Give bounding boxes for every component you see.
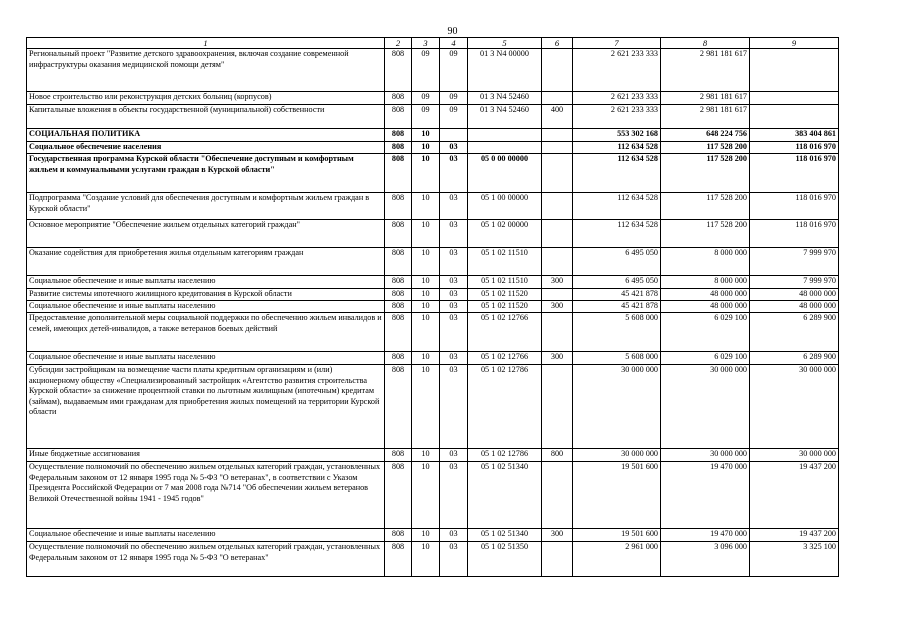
row-name-cell: Региональный проект "Развитие детского здравоохранения, включая создание современной инфраструктуры оказания медицинской помощи детям" bbox=[27, 49, 385, 92]
amount-col9-cell: 3 325 100 bbox=[750, 542, 839, 577]
vr-cell bbox=[542, 462, 573, 529]
pr-cell: 03 bbox=[440, 462, 468, 529]
pr-cell: 03 bbox=[440, 542, 468, 577]
csr-cell: 05 1 02 11510 bbox=[468, 248, 542, 276]
vr-cell: 300 bbox=[542, 301, 573, 313]
amount-col7-cell: 6 495 050 bbox=[573, 276, 661, 289]
amount-col9-cell: 30 000 000 bbox=[750, 449, 839, 462]
rz-cell: 10 bbox=[412, 529, 440, 542]
row-name-cell: Развитие системы ипотечного жилищного кредитования в Курской области bbox=[27, 289, 385, 301]
rz-cell: 09 bbox=[412, 92, 440, 105]
amount-col7-cell: 112 634 528 bbox=[573, 142, 661, 154]
table-row bbox=[27, 352, 839, 365]
row-name-cell: Социальное обеспечение и иные выплаты населению bbox=[27, 301, 385, 313]
gr-cell: 808 bbox=[385, 301, 412, 313]
table-row bbox=[27, 49, 839, 92]
table-row bbox=[27, 542, 839, 577]
vr-cell bbox=[542, 313, 573, 352]
row-name-cell: Подпрограмма "Создание условий для обеспечения доступным и комфортным жильем граждан в Курской области" bbox=[27, 193, 385, 220]
gr-cell: 808 bbox=[385, 92, 412, 105]
amount-col9-cell: 118 016 970 bbox=[750, 154, 839, 193]
row-name-cell: СОЦИАЛЬНАЯ ПОЛИТИКА bbox=[27, 129, 385, 142]
vr-cell bbox=[542, 193, 573, 220]
gr-cell: 808 bbox=[385, 49, 412, 92]
amount-col8-cell: 2 981 181 617 bbox=[661, 49, 750, 92]
column-header: 5 bbox=[468, 38, 542, 49]
gr-cell: 808 bbox=[385, 105, 412, 129]
amount-col8-cell: 19 470 000 bbox=[661, 462, 750, 529]
vr-cell bbox=[542, 289, 573, 301]
row-name-cell: Новое строительство или реконструкция детских больниц (корпусов) bbox=[27, 92, 385, 105]
csr-cell bbox=[468, 129, 542, 142]
gr-cell: 808 bbox=[385, 352, 412, 365]
amount-col8-cell: 48 000 000 bbox=[661, 289, 750, 301]
amount-col9-cell: 118 016 970 bbox=[750, 193, 839, 220]
rz-cell: 10 bbox=[412, 142, 440, 154]
pr-cell: 03 bbox=[440, 276, 468, 289]
vr-cell bbox=[542, 365, 573, 449]
rz-cell: 10 bbox=[412, 154, 440, 193]
budget-table bbox=[26, 37, 839, 577]
pr-cell: 03 bbox=[440, 193, 468, 220]
rz-cell: 10 bbox=[412, 220, 440, 248]
page-number: 90 bbox=[447, 26, 458, 37]
table-row bbox=[27, 193, 839, 220]
pr-cell: 03 bbox=[440, 301, 468, 313]
table-row bbox=[27, 92, 839, 105]
amount-col9-cell: 383 404 861 bbox=[750, 129, 839, 142]
rz-cell: 10 bbox=[412, 289, 440, 301]
amount-col8-cell: 6 029 100 bbox=[661, 352, 750, 365]
vr-cell bbox=[542, 542, 573, 577]
table-row bbox=[27, 129, 839, 142]
column-header: 7 bbox=[573, 38, 661, 49]
csr-cell: 05 1 02 11510 bbox=[468, 276, 542, 289]
vr-cell: 800 bbox=[542, 449, 573, 462]
column-header: 4 bbox=[440, 38, 468, 49]
amount-col7-cell: 2 621 233 333 bbox=[573, 105, 661, 129]
pr-cell: 09 bbox=[440, 49, 468, 92]
amount-col8-cell: 117 528 200 bbox=[661, 220, 750, 248]
column-header: 3 bbox=[412, 38, 440, 49]
amount-col9-cell: 48 000 000 bbox=[750, 289, 839, 301]
pr-cell: 09 bbox=[440, 92, 468, 105]
vr-cell: 400 bbox=[542, 105, 573, 129]
pr-cell: 03 bbox=[440, 220, 468, 248]
csr-cell: 05 1 02 12786 bbox=[468, 365, 542, 449]
amount-col8-cell: 30 000 000 bbox=[661, 449, 750, 462]
amount-col8-cell: 117 528 200 bbox=[661, 142, 750, 154]
table-row bbox=[27, 313, 839, 352]
rz-cell: 10 bbox=[412, 276, 440, 289]
amount-col8-cell: 30 000 000 bbox=[661, 365, 750, 449]
csr-cell bbox=[468, 142, 542, 154]
csr-cell: 05 1 00 00000 bbox=[468, 193, 542, 220]
pr-cell: 03 bbox=[440, 365, 468, 449]
column-header: 1 bbox=[27, 38, 385, 49]
amount-col8-cell: 117 528 200 bbox=[661, 154, 750, 193]
csr-cell: 01 3 N4 52460 bbox=[468, 105, 542, 129]
amount-col9-cell bbox=[750, 49, 839, 92]
amount-col7-cell: 2 961 000 bbox=[573, 542, 661, 577]
gr-cell: 808 bbox=[385, 462, 412, 529]
rz-cell: 10 bbox=[412, 129, 440, 142]
row-name-cell: Предоставление дополнительной меры социальной поддержки по обеспечению жильем инвалидов и семей, имеющих детей-инвалидов, а также ветеранов боевых действий bbox=[27, 313, 385, 352]
row-name-cell: Осуществление полномочий по обеспечению жильем отдельных категорий граждан, установленных Федеральным законом от 12 января 1995 года № 5-ФЗ "О ветеранах" bbox=[27, 542, 385, 577]
table-row bbox=[27, 276, 839, 289]
pr-cell: 03 bbox=[440, 449, 468, 462]
amount-col7-cell: 553 302 168 bbox=[573, 129, 661, 142]
amount-col8-cell: 8 000 000 bbox=[661, 276, 750, 289]
rz-cell: 10 bbox=[412, 449, 440, 462]
amount-col8-cell: 48 000 000 bbox=[661, 301, 750, 313]
row-name-cell: Социальное обеспечение населения bbox=[27, 142, 385, 154]
vr-cell: 300 bbox=[542, 529, 573, 542]
table-row bbox=[27, 301, 839, 313]
amount-col7-cell: 19 501 600 bbox=[573, 462, 661, 529]
table-row bbox=[27, 248, 839, 276]
amount-col7-cell: 45 421 878 bbox=[573, 301, 661, 313]
gr-cell: 808 bbox=[385, 529, 412, 542]
csr-cell: 05 1 02 12766 bbox=[468, 352, 542, 365]
amount-col8-cell: 3 096 000 bbox=[661, 542, 750, 577]
rz-cell: 10 bbox=[412, 542, 440, 577]
gr-cell: 808 bbox=[385, 220, 412, 248]
row-name-cell: Оказание содействия для приобретения жилья отдельным категориям граждан bbox=[27, 248, 385, 276]
amount-col7-cell: 19 501 600 bbox=[573, 529, 661, 542]
row-name-cell: Капитальные вложения в объекты государственной (муниципальной) собственности bbox=[27, 105, 385, 129]
amount-col7-cell: 2 621 233 333 bbox=[573, 49, 661, 92]
amount-col8-cell: 648 224 756 bbox=[661, 129, 750, 142]
amount-col7-cell: 45 421 878 bbox=[573, 289, 661, 301]
gr-cell: 808 bbox=[385, 276, 412, 289]
amount-col9-cell bbox=[750, 105, 839, 129]
vr-cell bbox=[542, 129, 573, 142]
table-row bbox=[27, 154, 839, 193]
gr-cell: 808 bbox=[385, 365, 412, 449]
row-name-cell: Государственная программа Курской области "Обеспечение доступным и комфортным жильем и коммунальными услугами граждан в Курской области" bbox=[27, 154, 385, 193]
rz-cell: 09 bbox=[412, 49, 440, 92]
table-row bbox=[27, 462, 839, 529]
amount-col8-cell: 6 029 100 bbox=[661, 313, 750, 352]
row-name-cell: Субсидии застройщикам на возмещение части платы кредитным организациям и (или) акционерному обществу «Специализированный застройщик «Агентство развития строительства Курской области» за снижение процентной ставки по льготным жилищным (ипотечным) кредитам (займам), выдаваемым ими гражданам для приобретения жилых помещений на территории Курской области bbox=[27, 365, 385, 449]
gr-cell: 808 bbox=[385, 289, 412, 301]
row-name-cell: Осуществление полномочий по обеспечению жильем отдельных категорий граждан, установленных Федеральным законом от 12 января 1995 года № 5-ФЗ "О ветеранах", в соответствии с Указом Президента Российской Федерации от 7 мая 2008 года №714 "Об обеспечении жильем ветеранов Великой Отечественной войны 1941 - 1945 годов" bbox=[27, 462, 385, 529]
amount-col7-cell: 6 495 050 bbox=[573, 248, 661, 276]
vr-cell bbox=[542, 248, 573, 276]
gr-cell: 808 bbox=[385, 129, 412, 142]
csr-cell: 01 3 N4 00000 bbox=[468, 49, 542, 92]
table-row bbox=[27, 449, 839, 462]
amount-col8-cell: 2 981 181 617 bbox=[661, 92, 750, 105]
amount-col9-cell: 7 999 970 bbox=[750, 248, 839, 276]
gr-cell: 808 bbox=[385, 542, 412, 577]
pr-cell bbox=[440, 129, 468, 142]
amount-col9-cell: 118 016 970 bbox=[750, 142, 839, 154]
column-header: 8 bbox=[661, 38, 750, 49]
pr-cell: 03 bbox=[440, 248, 468, 276]
column-header: 9 bbox=[750, 38, 839, 49]
rz-cell: 10 bbox=[412, 313, 440, 352]
amount-col8-cell: 117 528 200 bbox=[661, 193, 750, 220]
csr-cell: 05 1 02 00000 bbox=[468, 220, 542, 248]
table-row bbox=[27, 142, 839, 154]
row-name-cell: Основное мероприятие "Обеспечение жильем отдельных категорий граждан" bbox=[27, 220, 385, 248]
rz-cell: 10 bbox=[412, 462, 440, 529]
row-name-cell: Иные бюджетные ассигнования bbox=[27, 449, 385, 462]
amount-col9-cell: 48 000 000 bbox=[750, 301, 839, 313]
csr-cell: 05 1 02 51350 bbox=[468, 542, 542, 577]
vr-cell bbox=[542, 49, 573, 92]
vr-cell: 300 bbox=[542, 352, 573, 365]
pr-cell: 03 bbox=[440, 142, 468, 154]
rz-cell: 10 bbox=[412, 365, 440, 449]
csr-cell: 05 1 02 51340 bbox=[468, 529, 542, 542]
rz-cell: 09 bbox=[412, 105, 440, 129]
gr-cell: 808 bbox=[385, 142, 412, 154]
pr-cell: 03 bbox=[440, 352, 468, 365]
table-row bbox=[27, 105, 839, 129]
amount-col7-cell: 112 634 528 bbox=[573, 193, 661, 220]
gr-cell: 808 bbox=[385, 313, 412, 352]
column-header: 2 bbox=[385, 38, 412, 49]
table-row bbox=[27, 289, 839, 301]
table-body bbox=[27, 49, 839, 577]
amount-col7-cell: 112 634 528 bbox=[573, 154, 661, 193]
csr-cell: 05 1 02 12786 bbox=[468, 449, 542, 462]
gr-cell: 808 bbox=[385, 248, 412, 276]
column-header: 6 bbox=[542, 38, 573, 49]
pr-cell: 03 bbox=[440, 289, 468, 301]
csr-cell: 05 1 02 11520 bbox=[468, 289, 542, 301]
amount-col8-cell: 19 470 000 bbox=[661, 529, 750, 542]
csr-cell: 05 1 02 51340 bbox=[468, 462, 542, 529]
amount-col7-cell: 30 000 000 bbox=[573, 365, 661, 449]
amount-col9-cell: 6 289 900 bbox=[750, 352, 839, 365]
pr-cell: 09 bbox=[440, 105, 468, 129]
amount-col7-cell: 5 608 000 bbox=[573, 313, 661, 352]
amount-col7-cell: 5 608 000 bbox=[573, 352, 661, 365]
row-name-cell: Социальное обеспечение и иные выплаты населению bbox=[27, 276, 385, 289]
pr-cell: 03 bbox=[440, 313, 468, 352]
csr-cell: 05 1 02 12766 bbox=[468, 313, 542, 352]
amount-col9-cell: 19 437 200 bbox=[750, 462, 839, 529]
amount-col9-cell: 30 000 000 bbox=[750, 365, 839, 449]
table-row bbox=[27, 529, 839, 542]
vr-cell bbox=[542, 92, 573, 105]
vr-cell: 300 bbox=[542, 276, 573, 289]
vr-cell bbox=[542, 142, 573, 154]
amount-col7-cell: 30 000 000 bbox=[573, 449, 661, 462]
vr-cell bbox=[542, 154, 573, 193]
csr-cell: 05 1 02 11520 bbox=[468, 301, 542, 313]
amount-col8-cell: 8 000 000 bbox=[661, 248, 750, 276]
vr-cell bbox=[542, 220, 573, 248]
row-name-cell: Социальное обеспечение и иные выплаты населению bbox=[27, 529, 385, 542]
pr-cell: 03 bbox=[440, 529, 468, 542]
amount-col7-cell: 2 621 233 333 bbox=[573, 92, 661, 105]
rz-cell: 10 bbox=[412, 301, 440, 313]
amount-col9-cell bbox=[750, 92, 839, 105]
amount-col9-cell: 7 999 970 bbox=[750, 276, 839, 289]
gr-cell: 808 bbox=[385, 193, 412, 220]
csr-cell: 01 3 N4 52460 bbox=[468, 92, 542, 105]
amount-col9-cell: 118 016 970 bbox=[750, 220, 839, 248]
rz-cell: 10 bbox=[412, 193, 440, 220]
csr-cell: 05 0 00 00000 bbox=[468, 154, 542, 193]
pr-cell: 03 bbox=[440, 154, 468, 193]
rz-cell: 10 bbox=[412, 352, 440, 365]
table-header-row bbox=[27, 38, 839, 49]
amount-col9-cell: 6 289 900 bbox=[750, 313, 839, 352]
row-name-cell: Социальное обеспечение и иные выплаты населению bbox=[27, 352, 385, 365]
table-row bbox=[27, 220, 839, 248]
amount-col9-cell: 19 437 200 bbox=[750, 529, 839, 542]
gr-cell: 808 bbox=[385, 154, 412, 193]
amount-col7-cell: 112 634 528 bbox=[573, 220, 661, 248]
table-row bbox=[27, 365, 839, 449]
rz-cell: 10 bbox=[412, 248, 440, 276]
gr-cell: 808 bbox=[385, 449, 412, 462]
amount-col8-cell: 2 981 181 617 bbox=[661, 105, 750, 129]
